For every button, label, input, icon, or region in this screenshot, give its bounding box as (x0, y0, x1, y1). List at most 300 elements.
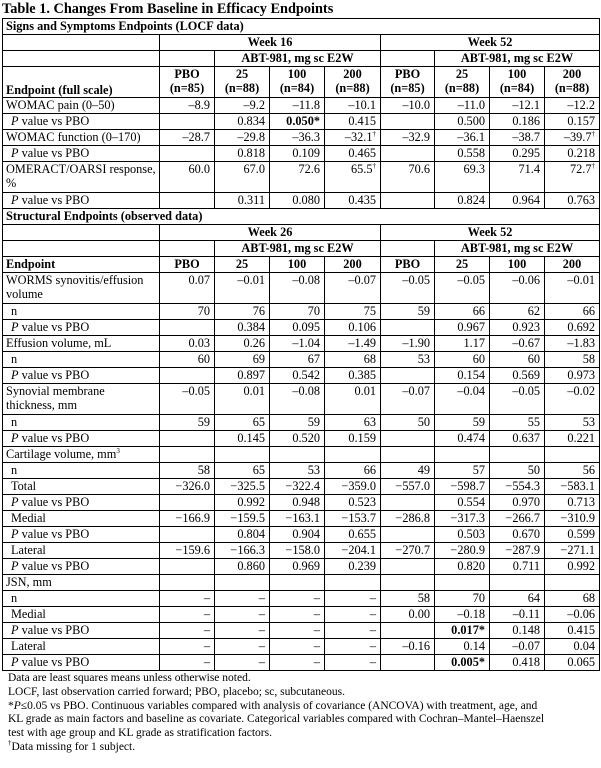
table-cell (490, 431, 545, 447)
table-cell (381, 273, 435, 304)
section1-col-dose: PBO (174, 67, 200, 81)
table-row (3, 527, 600, 543)
table-cell (160, 463, 215, 479)
cell-value: –1.90 (402, 336, 430, 350)
section2-group-a: ABT-981, mg sc E2W (215, 241, 381, 257)
section1-col-header (215, 67, 270, 98)
table-cell (215, 655, 270, 671)
dagger-mark: † (372, 162, 376, 170)
table-row (3, 591, 600, 607)
cell-value: –0.06 (512, 273, 540, 287)
section2-col-header: PBO (381, 257, 435, 273)
table-cell (381, 607, 435, 623)
section2-title: Structural Endpoints (observed data) (3, 209, 600, 225)
row-label-text: value vs PBO (18, 193, 90, 207)
table-cell (160, 98, 215, 114)
table-cell (545, 304, 600, 320)
section2-col-header: 100 (490, 257, 545, 273)
table-cell (545, 98, 600, 114)
table-cell (270, 607, 325, 623)
table-cell (215, 352, 270, 368)
cell-value: 0.969 (292, 559, 320, 573)
table-cell (215, 623, 270, 639)
table-row (3, 495, 600, 511)
section1-col-dose: 25 (235, 67, 249, 81)
table-cell (435, 368, 490, 384)
table-cell (270, 447, 325, 463)
cell-value: 0.992 (567, 559, 596, 573)
table-cell (325, 559, 381, 575)
dagger-mark: † (591, 162, 596, 170)
table-cell (490, 130, 545, 146)
table-cell (381, 495, 435, 511)
cell-value: 71.4 (518, 162, 540, 176)
cell-value: 60 (197, 352, 210, 366)
table-row (3, 415, 600, 431)
row-label (3, 639, 160, 655)
table-cell (160, 639, 215, 655)
table-cell (215, 495, 270, 511)
row-label (3, 655, 160, 671)
table-cell (270, 336, 325, 352)
p-italic: P (11, 193, 19, 207)
table-cell (270, 304, 325, 320)
cell-value: –12.1 (512, 98, 540, 112)
cell-value: –32.9 (402, 130, 430, 144)
cell-value: 58 (582, 352, 596, 366)
table-cell (325, 384, 381, 415)
cell-value: 0.065 (567, 655, 596, 669)
cell-value: −310.9 (560, 511, 596, 525)
cell-value: 0.385 (348, 368, 376, 382)
table-cell (215, 98, 270, 114)
cell-value: 0.005* (451, 655, 485, 669)
cell-value: −287.9 (505, 543, 540, 557)
p-italic: P (11, 655, 19, 669)
footnote-3 (8, 700, 599, 714)
row-label-text: value vs PBO (18, 114, 90, 128)
table-cell (325, 415, 381, 431)
cell-value: –0.05 (457, 273, 485, 287)
table-cell (270, 98, 325, 114)
cell-value: 55 (527, 415, 540, 429)
cell-value: –0.01 (567, 273, 596, 287)
cell-value: 0.520 (292, 431, 320, 445)
section1-col-header (160, 67, 215, 98)
table-cell (160, 162, 215, 193)
p-italic: P (11, 623, 19, 637)
cell-value: 76 (252, 304, 265, 318)
table-cell (381, 320, 435, 336)
cell-value: 0.637 (512, 431, 540, 445)
cell-value: 65 (252, 463, 265, 477)
section1-col-header (381, 67, 435, 98)
row-label (3, 336, 160, 352)
p-italic: P (11, 114, 19, 128)
cell-value: 60.0 (188, 162, 210, 176)
cell-value: –0.04 (457, 384, 485, 398)
footnotes (2, 671, 599, 755)
table-row (3, 655, 600, 671)
table-row (3, 368, 600, 384)
section1-col-header (435, 67, 490, 98)
table-cell (160, 114, 215, 130)
table-row (3, 384, 600, 415)
row-label (3, 463, 160, 479)
table-cell (160, 559, 215, 575)
table-cell (160, 607, 215, 623)
table-cell (490, 273, 545, 304)
table-cell (160, 655, 215, 671)
table-cell (215, 639, 270, 655)
footnote-6 (8, 738, 599, 755)
cell-value: 64 (527, 591, 540, 605)
row-label-text: n (11, 304, 18, 318)
row-label (3, 479, 160, 495)
table-cell (160, 447, 215, 463)
table-row (3, 162, 600, 193)
cell-value: 0.500 (457, 114, 485, 128)
table-cell (381, 304, 435, 320)
table-cell (325, 193, 381, 209)
cell-value: 0.569 (512, 368, 540, 382)
row-label-text: value vs PBO (18, 623, 90, 637)
table-cell (270, 146, 325, 162)
efficacy-table (2, 18, 600, 671)
footnote-3-text: ≤0.05 vs PBO. Continuous variables compared with analysis of covariance (ANCOVA) with treatment, age, and (20, 699, 538, 712)
cell-value: 0.897 (237, 368, 265, 382)
cell-value: –0.11 (512, 607, 540, 621)
p-italic: P (11, 527, 19, 541)
table-cell (545, 320, 600, 336)
table-cell (215, 162, 270, 193)
cell-value: 0.904 (292, 527, 320, 541)
cell-value: 0.095 (292, 320, 320, 334)
cell-value: −280.9 (450, 543, 485, 557)
table-cell (381, 162, 435, 193)
table-cell (490, 98, 545, 114)
table-cell (325, 543, 381, 559)
row-label-text: value vs PBO (18, 431, 90, 445)
cell-value: – (203, 623, 210, 637)
table-cell (435, 415, 490, 431)
cell-value: −271.1 (560, 543, 596, 557)
table-cell (160, 591, 215, 607)
table-cell (381, 114, 435, 130)
table-cell (270, 193, 325, 209)
table-row (3, 607, 600, 623)
row-label-text: JSN, mm (6, 575, 52, 589)
table-cell (490, 575, 545, 591)
table-cell (381, 193, 435, 209)
cell-value: 0.145 (237, 431, 265, 445)
p-italic: P (11, 495, 19, 509)
cell-value: 0.00 (408, 607, 430, 621)
table-row (3, 130, 600, 146)
cell-value: −153.7 (341, 511, 376, 525)
cell-value: 69.3 (463, 162, 485, 176)
section2-body (3, 273, 600, 671)
cell-value: 0.384 (237, 320, 265, 334)
table-row (3, 146, 600, 162)
row-label (3, 368, 160, 384)
cell-value: 53 (307, 463, 320, 477)
cell-value: −557.0 (395, 479, 430, 493)
cell-value: 0.923 (512, 320, 540, 334)
table-cell (215, 591, 270, 607)
table-cell (160, 495, 215, 511)
cell-value: −326.0 (175, 479, 210, 493)
table-cell (490, 591, 545, 607)
table-cell (545, 527, 600, 543)
cell-value: −158.0 (285, 543, 320, 557)
table-cell (325, 352, 381, 368)
cell-value: – (258, 607, 265, 621)
cell-value: 0.218 (567, 146, 596, 160)
cell-value: –28.7 (182, 130, 210, 144)
footnote-3-p: P (13, 699, 21, 712)
table-cell (490, 479, 545, 495)
cell-value: 0.154 (457, 368, 485, 382)
table-cell (381, 639, 435, 655)
table-row (3, 463, 600, 479)
cell-value: 0.655 (348, 527, 376, 541)
section1-endpoint-header: Endpoint (full scale) (3, 67, 160, 98)
cell-value: 0.01 (354, 384, 376, 398)
cell-value: 0.834 (237, 114, 265, 128)
row-label (3, 447, 160, 463)
cell-value: 0.973 (567, 368, 596, 382)
row-label-text: Effusion volume, mL (6, 336, 112, 350)
cell-value: −325.5 (230, 479, 265, 493)
table-cell (490, 543, 545, 559)
table-cell (435, 98, 490, 114)
cell-value: – (313, 607, 320, 621)
table-row (3, 511, 600, 527)
cell-value: 0.860 (237, 559, 265, 573)
cell-value: –0.07 (402, 384, 430, 398)
row-label-text: value vs PBO (18, 368, 90, 382)
table-cell (381, 368, 435, 384)
table-cell (435, 527, 490, 543)
section1-col-n: (n=84) (499, 81, 535, 95)
table-cell (325, 495, 381, 511)
cell-value: 0.157 (567, 114, 596, 128)
table-cell (435, 304, 490, 320)
table-cell (490, 193, 545, 209)
table-cell (381, 384, 435, 415)
table-cell (381, 336, 435, 352)
cell-value: –29.8 (237, 130, 265, 144)
section1-col-n: (n=88) (224, 81, 260, 95)
table-cell (435, 146, 490, 162)
table-row (3, 114, 600, 130)
table-cell (270, 575, 325, 591)
table-cell (435, 336, 490, 352)
section1-body (3, 98, 600, 209)
table-cell (545, 273, 600, 304)
cell-value: −163.1 (285, 511, 320, 525)
table-cell (435, 463, 490, 479)
table-cell (381, 591, 435, 607)
footnote-3-symbol: * (8, 699, 14, 712)
cell-value: –0.08 (292, 384, 320, 398)
dagger-mark: † (591, 130, 596, 138)
p-italic: P (11, 559, 19, 573)
cell-value: – (203, 639, 210, 653)
row-label-text: value vs PBO (18, 146, 90, 160)
table-cell (270, 368, 325, 384)
cell-value: 65.5 (350, 162, 373, 176)
cell-value: –0.06 (567, 607, 596, 621)
table-cell (215, 527, 270, 543)
cell-value: 59 (417, 304, 430, 318)
table-cell (435, 623, 490, 639)
table-cell (215, 447, 270, 463)
row-label-text: Medial (11, 607, 46, 621)
table-cell (270, 431, 325, 447)
cell-value: 0.948 (292, 495, 320, 509)
table-cell (325, 575, 381, 591)
row-label-sup: 3 (116, 447, 120, 455)
table-cell (160, 527, 215, 543)
cell-value: 0.967 (457, 320, 485, 334)
table-cell (160, 304, 215, 320)
table-cell (545, 511, 600, 527)
footnote-2: LOCF, last observation carried forward; PBO, placebo; sc, subcutaneous. (8, 685, 345, 698)
cell-value: –1.49 (348, 336, 376, 350)
table-cell (325, 431, 381, 447)
table-cell (270, 559, 325, 575)
cell-value: 58 (417, 591, 430, 605)
table-cell (545, 495, 600, 511)
section2-group-b: ABT-981, mg sc E2W (435, 241, 600, 257)
section1-col-n: (n=85) (390, 81, 425, 95)
cell-value: –0.01 (237, 273, 265, 287)
section2-week-b: Week 52 (381, 225, 600, 241)
table-cell (545, 130, 600, 146)
row-label-text: WORMS synovitis/effusion volume (6, 273, 144, 301)
table-cell (435, 639, 490, 655)
section1-col-header (545, 67, 600, 98)
cell-value: −166.9 (175, 511, 210, 525)
cell-value: 0.554 (457, 495, 485, 509)
section1-col-n: (n=88) (444, 81, 480, 95)
cell-value: 60 (527, 352, 540, 366)
cell-value: 0.824 (457, 193, 485, 207)
table-cell (490, 304, 545, 320)
cell-value: – (369, 591, 376, 605)
row-label (3, 98, 160, 114)
cell-value: −359.0 (341, 479, 376, 493)
cell-value: – (203, 591, 210, 605)
section2-col-header: PBO (160, 257, 215, 273)
row-label-text: value vs PBO (18, 495, 90, 509)
cell-value: – (313, 655, 320, 669)
cell-value: – (369, 655, 376, 669)
cell-value: 72.6 (298, 162, 320, 176)
row-label-text: value vs PBO (18, 320, 90, 334)
table-cell (215, 273, 270, 304)
cell-value: 0.465 (348, 146, 376, 160)
table-cell (325, 146, 381, 162)
row-label (3, 511, 160, 527)
section1-week-a: Week 16 (160, 35, 381, 51)
cell-value: 59 (307, 415, 320, 429)
cell-value: –36.3 (292, 130, 320, 144)
row-label (3, 575, 160, 591)
section1-col-header (490, 67, 545, 98)
cell-value: 0.311 (237, 193, 265, 207)
p-italic: P (11, 320, 19, 334)
table-cell (215, 575, 270, 591)
section1-group-a: ABT-981, mg sc E2W (215, 51, 381, 67)
dagger-mark: † (372, 130, 376, 138)
table-cell (381, 655, 435, 671)
table-cell (381, 463, 435, 479)
cell-value: – (258, 639, 265, 653)
cell-value: –0.05 (182, 384, 210, 398)
section1-col-header (325, 67, 381, 98)
section1-col-n: (n=88) (335, 81, 370, 95)
cell-value: 62 (527, 304, 540, 318)
table-cell (381, 511, 435, 527)
table-cell (490, 415, 545, 431)
table-cell (215, 559, 270, 575)
row-label (3, 130, 160, 146)
cell-value: –0.18 (457, 607, 485, 621)
table-cell (545, 193, 600, 209)
table-cell (215, 193, 270, 209)
section2-week-a: Week 26 (160, 225, 381, 241)
row-label (3, 114, 160, 130)
row-label (3, 415, 160, 431)
table-cell (435, 543, 490, 559)
table-cell (215, 304, 270, 320)
footnote-1: Data are least squares means unless otherwise noted. (8, 672, 251, 684)
table-cell (490, 559, 545, 575)
table-cell (215, 384, 270, 415)
cell-value: – (313, 623, 320, 637)
row-label (3, 591, 160, 607)
table-cell (160, 431, 215, 447)
table-cell (435, 431, 490, 447)
cell-value: 0.221 (567, 431, 596, 445)
row-label-text: value vs PBO (18, 559, 90, 573)
row-label (3, 495, 160, 511)
table-cell (270, 639, 325, 655)
cell-value: 0.017* (451, 623, 485, 637)
table-cell (490, 527, 545, 543)
table-cell (435, 591, 490, 607)
footnote-5: test with age group and KL grade as stratification factors. (8, 727, 272, 740)
table-cell (160, 273, 215, 304)
cell-value: 0.503 (457, 527, 485, 541)
table-cell (545, 384, 600, 415)
table-cell (160, 575, 215, 591)
table-cell (270, 591, 325, 607)
table-row (3, 575, 600, 591)
table-cell (490, 384, 545, 415)
cell-value: 0.14 (463, 639, 485, 653)
cell-value: 50 (417, 415, 430, 429)
row-label-text: WOMAC pain (0–50) (6, 98, 115, 112)
table-cell (545, 479, 600, 495)
table-cell (490, 463, 545, 479)
table-cell (545, 623, 600, 639)
table-cell (325, 655, 381, 671)
row-label-text: Synovial membrane thickness, mm (6, 384, 105, 412)
